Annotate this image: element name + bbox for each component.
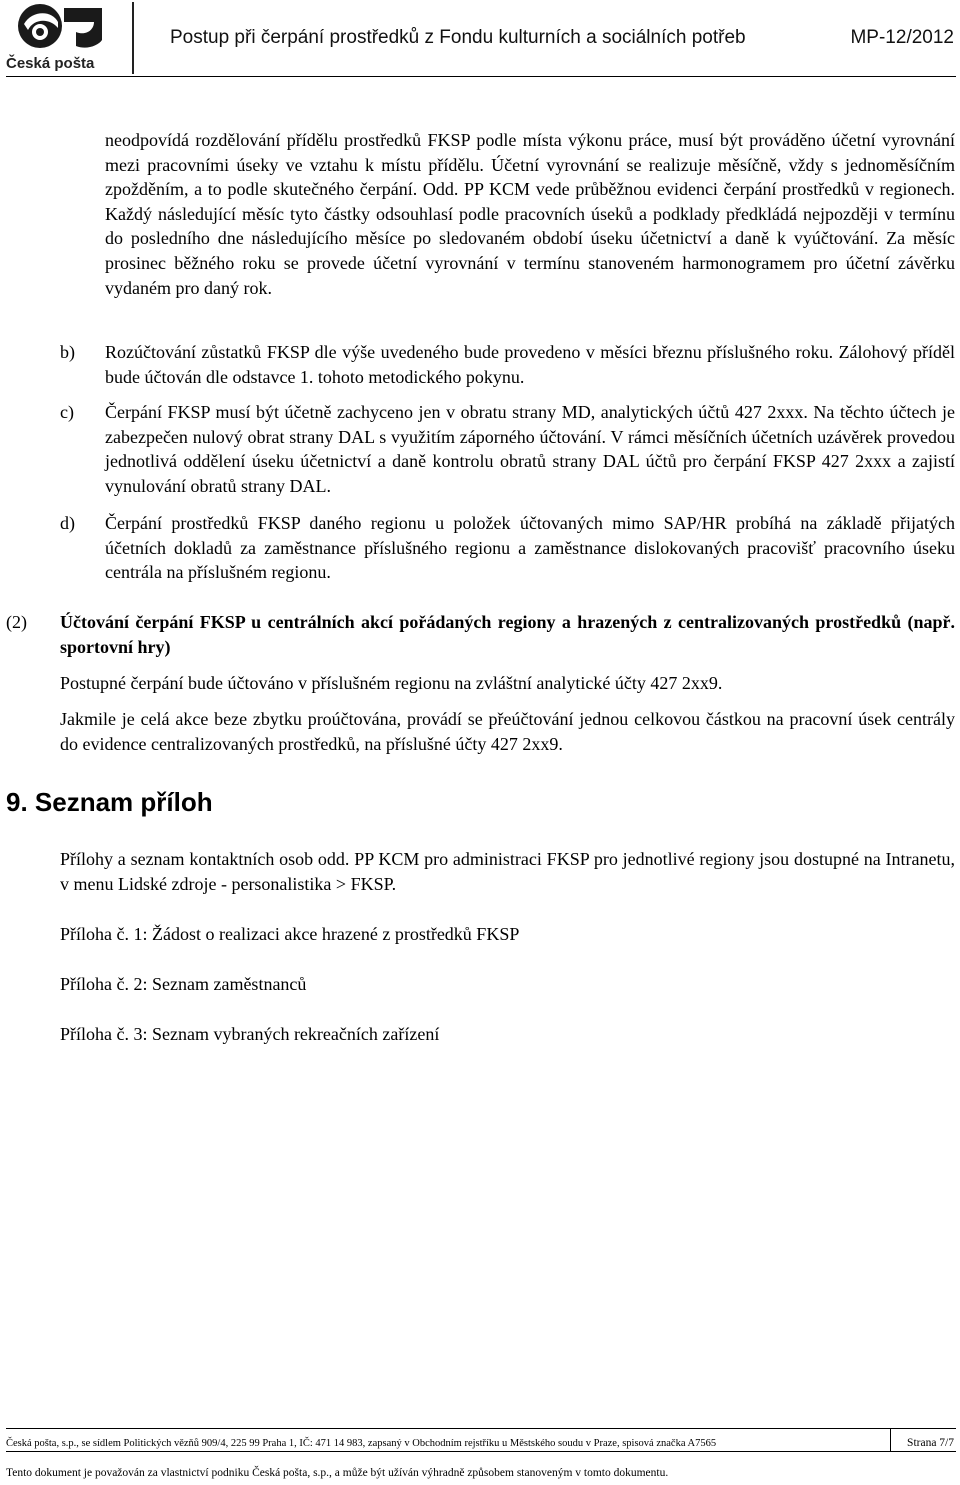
- footer-divider: [890, 1428, 891, 1451]
- section-2-heading: Účtování čerpání FKSP u centrálních akcí pořádaných regiony a hrazených z centralizovaných prostředků (např. sportovní hry): [60, 612, 955, 657]
- attachment-2: Příloha č. 2: Seznam zaměstnanců: [60, 974, 307, 994]
- section-2-label: (2): [6, 612, 27, 632]
- intro-paragraph: neodpovídá rozdělování přídělu prostředků FKSP podle místa výkonu práce, musí být prováděno účetní vyrovnání mezi pracovními úseky ve vztahu k místu přídělu. Účetní vyrovnání se realizuje měsíčně, vždy s jednoměsíčním zpožděním, a to podle skutečného čerpání. Odd. PP KCM vede průběžnou evidenci čerpání prostředků v regionech. Každý následující měsíc tyto částky odsouhlasí podle pracovních úseků a podklady předkládá nejpozději v termínu do posledního dne následujícího měsíce po sledovaném období úseku účetnictví a daně k vyúčtování. Za měsíc prosinec běžného roku se provede účetní vyrovnání v termínu stanoveném harmonogramem pro účetní závěrku vydaném pro daný rok.: [105, 130, 955, 298]
- footer-rule-lower: [6, 1451, 956, 1452]
- item-c-label: c): [60, 402, 74, 422]
- header-divider: [132, 2, 134, 74]
- document-code: MP-12/2012: [850, 27, 954, 48]
- header-rule: [6, 76, 956, 77]
- document-title: Postup při čerpání prostředků z Fondu kulturních a sociálních potřeb: [170, 27, 746, 48]
- footer-rule: [6, 1428, 956, 1429]
- section-2-paragraph-2: Jakmile je celá akce beze zbytku proúčtována, provádí se přeúčtování jednou celkovou částkou na pracovní úsek centrály do evidence centralizovaných prostředků, na příslušné účty 427 2xx9.: [60, 709, 955, 754]
- section-2-paragraph-1: Postupné čerpání bude účtováno v příslušném regionu na zvláštní analytické účty 427 2xx9.: [60, 673, 723, 693]
- item-d-text: Čerpání prostředků FKSP daného regionu u položek účtovaných mimo SAP/HR probíhá na základě přijatých účetních dokladů za zaměstnance příslušného regionu a zaměstnance dislokovaných pracovišť pracovního úseku centrála na příslušném regionu.: [105, 513, 955, 583]
- item-b-text: Rozúčtování zůstatků FKSP dle výše uvedeného bude provedeno v měsíci březnu příslušného roku. Zálohový příděl bude účtován dle odstavce 1. tohoto metodického pokynu.: [105, 342, 955, 387]
- item-c-text: Čerpání FKSP musí být účetně zachyceno jen v obratu strany MD, analytických účtů 427 2xxx. Na těchto účtech je zabezpečen nulový obrat strany DAL s využitím záporného účtování. V rámci měsíčních účetních uzávěrek provedou jednotlivá oddělení úseku účetnictví a daně kontrolu obratů strany DAL účtů pro čerpání FKSP 427 2xxx a zajistí vynulování obratů strany DAL.: [105, 402, 955, 496]
- chapter-9-intro: Přílohy a seznam kontaktních osob odd. PP KCM pro administraci FKSP pro jednotlivé regiony jsou dostupné na Intranetu, v menu Lidské zdroje - personalistika > FKSP.: [60, 849, 955, 894]
- logo-text: Česká pošta: [6, 55, 95, 72]
- item-d-label: d): [60, 513, 75, 533]
- item-b-label: b): [60, 342, 75, 362]
- page-number: Strana 7/7: [907, 1437, 954, 1449]
- footer-company-line: Česká pošta, s.p., se sídlem Politických vězňů 909/4, 225 99 Praha 1, IČ: 471 14 983, zapsaný v Obchodním rejstříku u Městského soudu v Praze, spisová značka A7565: [6, 1438, 717, 1449]
- footer-ownership-line: Tento dokument je považován za vlastnictví podniku Česká pošta, s.p., a může být užíván výhradně způsobem stanoveným v tomto dokumentu.: [6, 1467, 669, 1479]
- page-header: [0, 0, 960, 100]
- attachment-3: Příloha č. 3: Seznam vybraných rekreačních zařízení: [60, 1024, 440, 1044]
- attachment-1: Příloha č. 1: Žádost o realizaci akce hrazené z prostředků FKSP: [60, 924, 520, 944]
- chapter-9-title: 9. Seznam příloh: [6, 787, 213, 817]
